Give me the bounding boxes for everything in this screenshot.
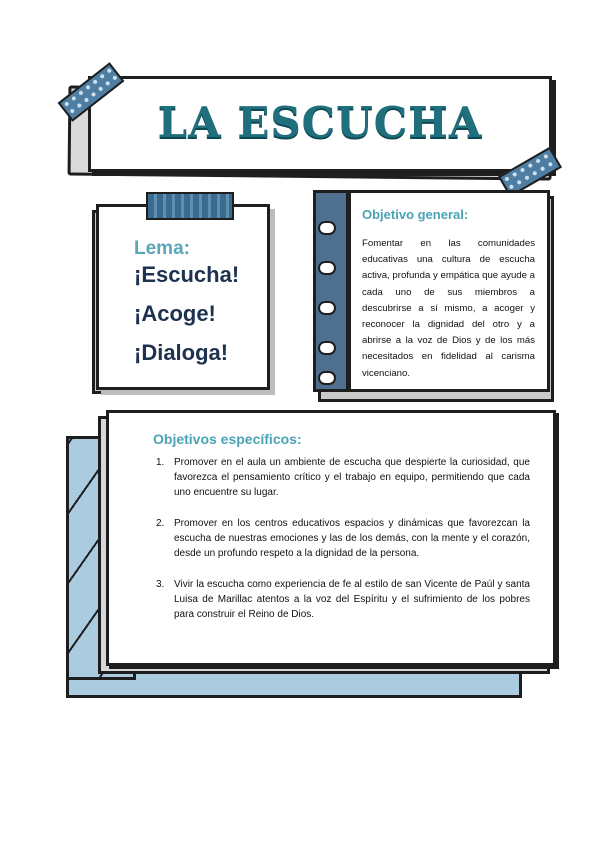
objetivo-general-title: Objetivo general: (362, 207, 469, 222)
list-item-text: Vivir la escucha como experiencia de fe al estilo de san Vicente de Paúl y santa Luisa de Marillac atentos a la voz del Espíritu y el sufrimiento de los pobres para construir el Reino de Dios. (174, 579, 530, 620)
list-item-number: 3. (156, 579, 165, 590)
list-item-number: 1. (156, 457, 165, 468)
lema-line-acoge: ¡Acoge! (134, 301, 216, 326)
notebook-ring-icon (318, 371, 336, 385)
objetivos-list (156, 455, 530, 638)
notebook-ring-icon (318, 301, 336, 315)
list-item (156, 577, 530, 622)
objetivos-especificos-title: Objetivos específicos: (153, 431, 302, 447)
page-title: LA ESCUCHA (157, 98, 483, 147)
list-item (156, 455, 530, 500)
list-item-number: 2. (156, 518, 165, 529)
list-item-text: Promover en los centros educativos espacios y dinámicas que favorezcan la escucha de nuestras emociones y las de los demás, con la mente y el corazón, desde un profundo respeto a la dignidad de la persona. (174, 518, 530, 559)
lema-label: Lema: (134, 238, 190, 259)
lema-line-dialoga: ¡Dialoga! (134, 340, 229, 365)
notebook-ring-icon (318, 261, 336, 275)
list-item (156, 516, 530, 561)
lema-line-escucha: ¡Escucha! (134, 262, 240, 287)
notebook-ring-icon (318, 221, 336, 235)
objetivo-general-body: Fomentar en las comunidades educativas una cultura de escucha activa, profunda y empática que ayude a cada uno de sus miembros a descubrirse a sí mismo, a acoger y reconocer la dignidad del otro y a abrirse a la voz de Dios y de los más necesitados en fidelidad al carisma vicenciano. (362, 238, 535, 379)
tape-lema (146, 192, 234, 220)
list-item-text: Promover en el aula un ambiente de escucha que despierte la curiosidad, que favorezca el pensamiento crítico y el trabajo en equipo, permitiendo que cada uno encuentre su lugar. (174, 457, 530, 498)
notebook-ring-icon (318, 341, 336, 355)
